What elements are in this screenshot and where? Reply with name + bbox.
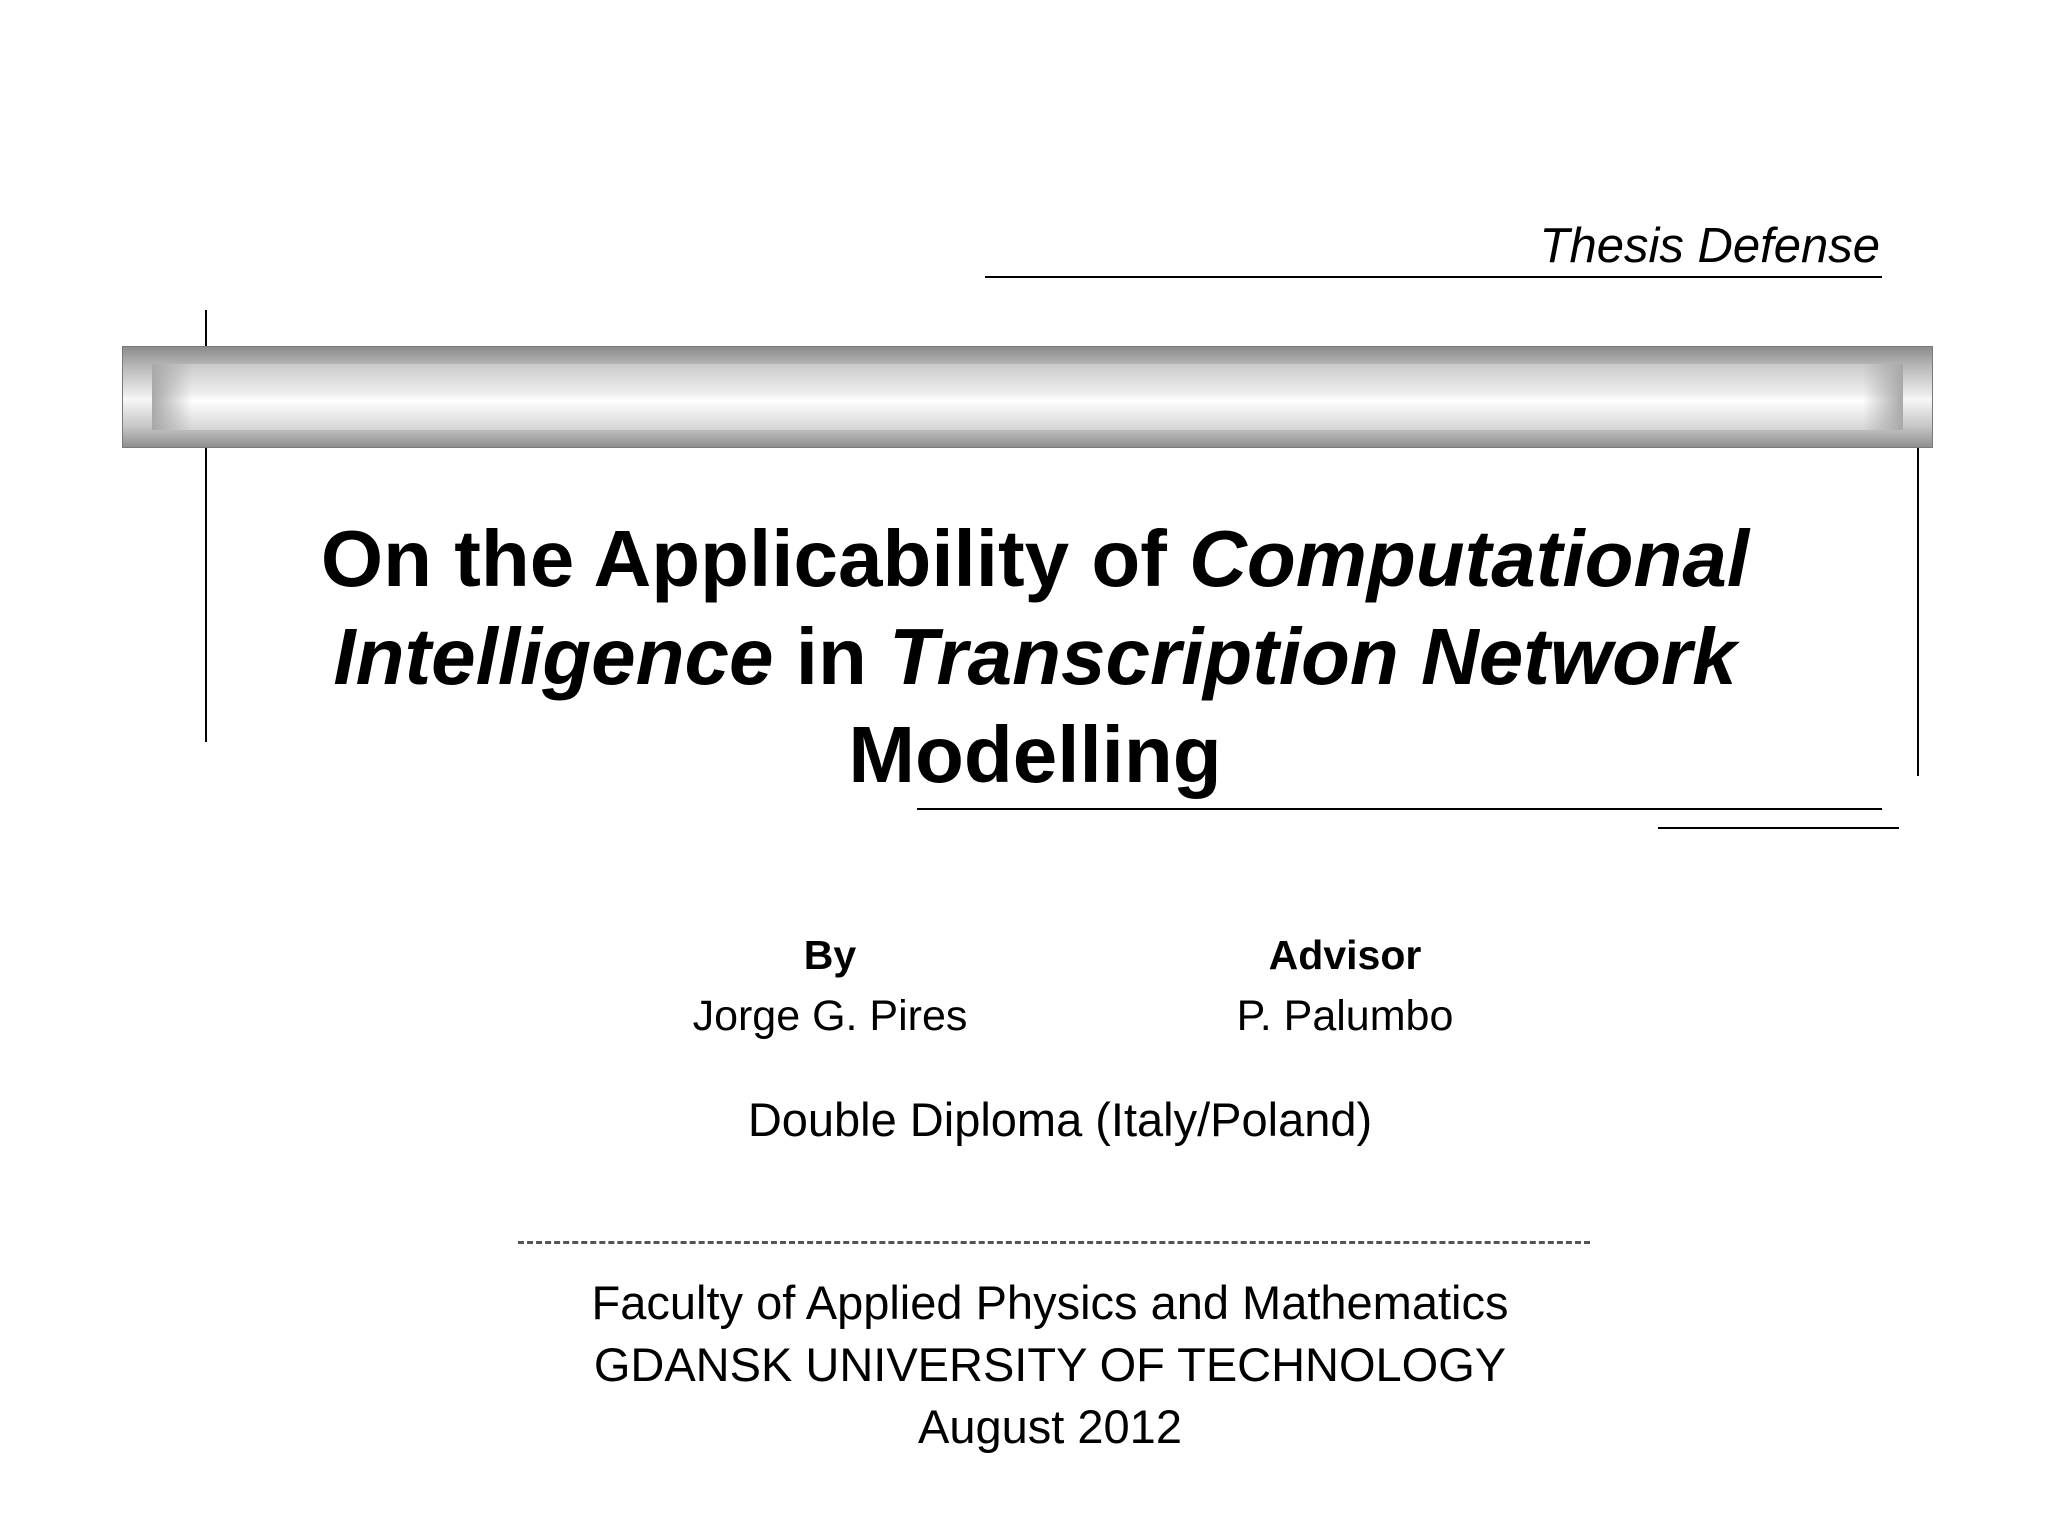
short-accent-line (1658, 827, 1899, 829)
advisor-block (1135, 925, 1555, 1047)
author-block (620, 925, 1040, 1047)
header-underline (985, 276, 1882, 278)
advisor-name: P. Palumbo (1236, 992, 1454, 1040)
title-line-2 (220, 608, 1850, 706)
title-text-plain: On the Applicability of (320, 514, 1190, 603)
title-text-italic: Transcription Network (889, 612, 1737, 701)
title-text-italic: Intelligence (333, 612, 774, 701)
title-underline (917, 808, 1882, 810)
dashed-divider (518, 1241, 1590, 1244)
faculty-name: Faculty of Applied Physics and Mathematics (591, 1276, 1509, 1329)
title-line-3 (220, 706, 1850, 804)
thesis-defense-label: Thesis Defense (1539, 219, 1880, 273)
program-name: Double Diploma (Italy/Poland) (747, 1093, 1373, 1146)
title-text-plain: in (773, 612, 890, 701)
university-name: GDANSK UNIVERSITY OF TECHNOLOGY (593, 1338, 1507, 1391)
advisor-label: Advisor (1268, 932, 1422, 978)
metallic-banner-bar (122, 346, 1933, 448)
title-line-1 (220, 510, 1850, 608)
metallic-banner-highlight (152, 364, 1903, 430)
presentation-title (220, 510, 1850, 804)
author-name: Jorge G. Pires (692, 992, 968, 1040)
title-text-plain: Modelling (848, 710, 1222, 799)
by-label: By (803, 932, 857, 978)
presentation-date: August 2012 (918, 1400, 1182, 1453)
institution-footer (400, 1272, 1700, 1458)
title-text-italic: Computational (1189, 514, 1750, 603)
